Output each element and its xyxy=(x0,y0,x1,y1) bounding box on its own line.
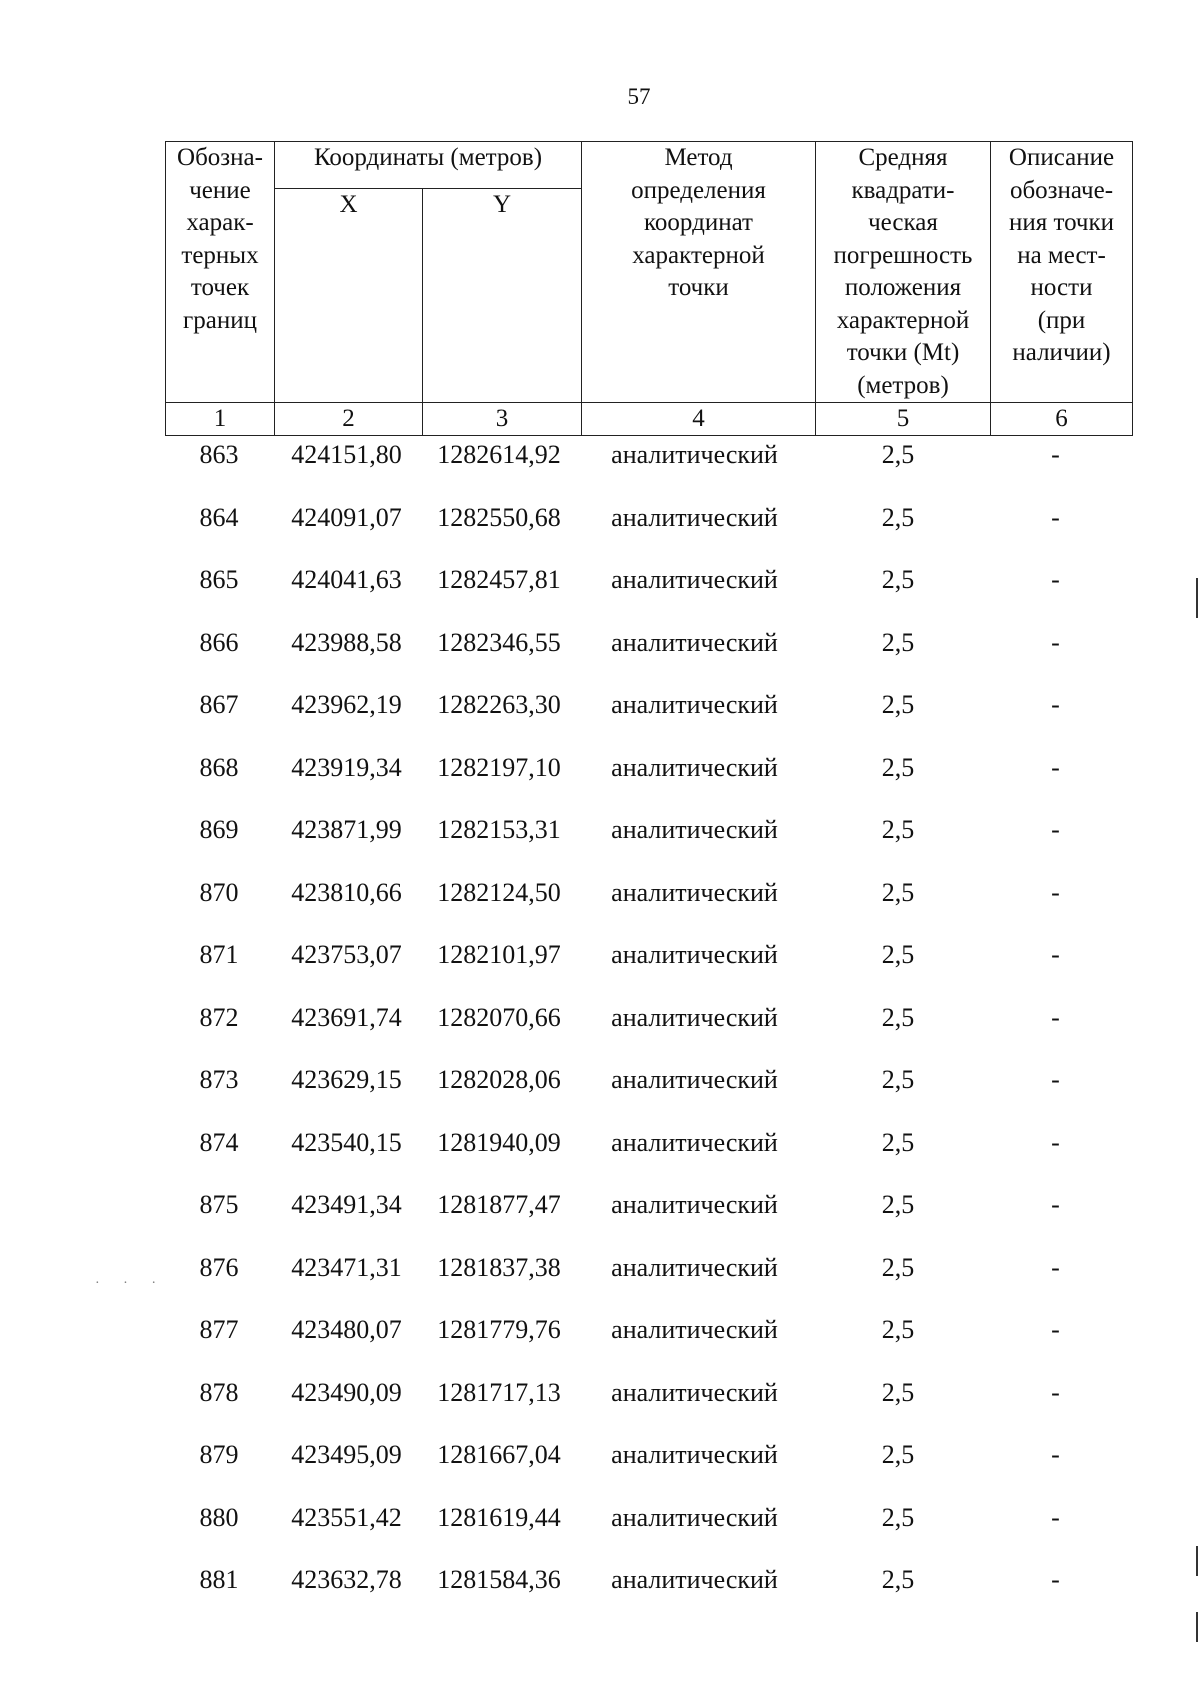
table-row xyxy=(165,940,1126,1003)
table-row xyxy=(165,1440,1126,1503)
table-row xyxy=(165,815,1126,878)
table-row xyxy=(165,1253,1126,1316)
row-x-coordinate: 423629,15 xyxy=(291,1065,402,1094)
coordinates-table-header xyxy=(165,141,1133,436)
row-mean-square-error: 2,5 xyxy=(881,690,915,719)
row-y-coordinate: 1281584,36 xyxy=(437,1565,561,1594)
row-method: аналитический xyxy=(611,1502,778,1532)
row-x-coordinate: 423491,34 xyxy=(291,1190,402,1219)
row-description: - xyxy=(1051,752,1060,782)
row-y-coordinate: 1282614,92 xyxy=(437,440,561,469)
row-point-number: 878 xyxy=(199,1377,239,1407)
row-description: - xyxy=(1051,1002,1060,1032)
row-mean-square-error: 2,5 xyxy=(881,627,915,657)
row-mean-square-error: 2,5 xyxy=(881,1502,915,1532)
row-x-coordinate: 423810,66 xyxy=(291,877,402,907)
row-x-coordinate: 423919,34 xyxy=(291,752,402,782)
row-point-number: 873 xyxy=(199,1065,239,1094)
row-method: аналитический xyxy=(611,690,778,719)
row-point-number: 864 xyxy=(199,502,239,532)
row-y-coordinate: 1281717,13 xyxy=(437,1377,561,1407)
row-method: аналитический xyxy=(611,1065,778,1094)
row-point-number: 875 xyxy=(199,1190,239,1219)
row-mean-square-error: 2,5 xyxy=(881,502,915,532)
row-description: - xyxy=(1051,815,1060,844)
row-x-coordinate: 423871,99 xyxy=(291,815,402,844)
row-y-coordinate: 1281940,09 xyxy=(437,1127,561,1157)
table-row xyxy=(165,503,1126,566)
row-y-coordinate: 1281877,47 xyxy=(437,1190,561,1219)
row-y-coordinate: 1282101,97 xyxy=(437,940,561,969)
row-description: - xyxy=(1051,690,1060,719)
row-method: аналитический xyxy=(611,502,778,532)
row-method: аналитический xyxy=(611,440,778,469)
table-row xyxy=(165,1003,1126,1066)
scan-edge-mark xyxy=(1196,1612,1198,1642)
row-mean-square-error: 2,5 xyxy=(881,1315,915,1344)
row-mean-square-error: 2,5 xyxy=(881,1127,915,1157)
table-row xyxy=(165,1378,1126,1441)
row-y-coordinate: 1282124,50 xyxy=(437,877,561,907)
row-point-number: 880 xyxy=(199,1502,239,1532)
row-y-coordinate: 1282550,68 xyxy=(437,502,561,532)
row-x-coordinate: 423691,74 xyxy=(291,1002,402,1032)
row-x-coordinate: 423480,07 xyxy=(291,1315,402,1344)
table-row xyxy=(165,1128,1126,1191)
row-x-coordinate: 424091,07 xyxy=(291,502,402,532)
row-x-coordinate: 423962,19 xyxy=(291,690,402,719)
scan-edge-mark xyxy=(1196,578,1198,618)
row-x-coordinate: 423471,31 xyxy=(291,1252,402,1282)
row-point-number: 870 xyxy=(199,877,239,907)
row-point-number: 868 xyxy=(199,752,239,782)
row-point-number: 867 xyxy=(199,690,239,719)
row-method: аналитический xyxy=(611,1252,778,1282)
table-row xyxy=(165,440,1126,503)
table-row xyxy=(165,690,1126,753)
row-y-coordinate: 1282263,30 xyxy=(437,690,561,719)
row-method: аналитический xyxy=(611,1190,778,1219)
row-point-number: 865 xyxy=(199,565,239,594)
row-description: - xyxy=(1051,502,1060,532)
row-method: аналитический xyxy=(611,1315,778,1344)
table-row xyxy=(165,1565,1126,1628)
row-mean-square-error: 2,5 xyxy=(881,1377,915,1407)
row-x-coordinate: 423632,78 xyxy=(291,1565,402,1594)
header-column-numbers xyxy=(166,403,1133,436)
row-mean-square-error: 2,5 xyxy=(881,752,915,782)
row-mean-square-error: 2,5 xyxy=(881,1065,915,1094)
row-x-coordinate: 424151,80 xyxy=(291,440,402,469)
table-row xyxy=(165,565,1126,628)
row-y-coordinate: 1282457,81 xyxy=(437,565,561,594)
row-point-number: 877 xyxy=(199,1315,239,1344)
row-x-coordinate: 424041,63 xyxy=(291,565,402,594)
row-method: аналитический xyxy=(611,627,778,657)
row-mean-square-error: 2,5 xyxy=(881,877,915,907)
row-description: - xyxy=(1051,1252,1060,1282)
row-mean-square-error: 2,5 xyxy=(881,815,915,844)
row-description: - xyxy=(1051,1065,1060,1094)
row-description: - xyxy=(1051,1377,1060,1407)
row-method: аналитический xyxy=(611,815,778,844)
table-row xyxy=(165,753,1126,816)
header-mean-square-error-text: Средняя квадрати- ческая погрешность положения характерной точки (Mt) (метров) xyxy=(833,144,973,399)
column-number-1: 1 xyxy=(166,403,275,436)
row-method: аналитический xyxy=(611,752,778,782)
row-y-coordinate: 1281619,44 xyxy=(437,1502,561,1532)
column-number-2: 2 xyxy=(275,403,423,436)
row-x-coordinate: 423540,15 xyxy=(291,1127,402,1157)
header-y: Y xyxy=(423,189,582,403)
header-method-text: Метод определения координат характерной точки xyxy=(631,144,766,301)
row-y-coordinate: 1282153,31 xyxy=(437,815,561,844)
row-description: - xyxy=(1051,877,1060,907)
row-method: аналитический xyxy=(611,877,778,907)
row-method: аналитический xyxy=(611,1440,778,1469)
row-method: аналитический xyxy=(611,565,778,594)
header-point-description xyxy=(991,142,1133,403)
row-point-number: 866 xyxy=(199,627,239,657)
row-y-coordinate: 1281837,38 xyxy=(437,1252,561,1282)
table-row xyxy=(165,1315,1126,1378)
row-mean-square-error: 2,5 xyxy=(881,1190,915,1219)
row-y-coordinate: 1282346,55 xyxy=(437,627,561,657)
row-y-coordinate: 1282197,10 xyxy=(437,752,561,782)
row-description: - xyxy=(1051,1440,1060,1469)
column-number-6: 6 xyxy=(991,403,1133,436)
header-point-description-text: Описание обозначе- ния точки на мест- ности (при наличии) xyxy=(1008,144,1115,366)
row-description: - xyxy=(1051,940,1060,969)
column-number-4: 4 xyxy=(582,403,816,436)
table-row xyxy=(165,628,1126,691)
row-method: аналитический xyxy=(611,1377,778,1407)
row-point-number: 881 xyxy=(199,1565,239,1594)
row-description: - xyxy=(1051,1190,1060,1219)
row-mean-square-error: 2,5 xyxy=(881,565,915,594)
row-mean-square-error: 2,5 xyxy=(881,1252,915,1282)
row-method: аналитический xyxy=(611,1002,778,1032)
page-number: 57 xyxy=(627,84,651,109)
row-x-coordinate: 423495,09 xyxy=(291,1440,402,1469)
row-description: - xyxy=(1051,440,1060,469)
row-method: аналитический xyxy=(611,1565,778,1594)
column-number-5: 5 xyxy=(816,403,991,436)
row-x-coordinate: 423490,09 xyxy=(291,1377,402,1407)
row-point-number: 876 xyxy=(199,1252,239,1282)
row-description: - xyxy=(1051,1565,1060,1594)
row-x-coordinate: 423551,42 xyxy=(291,1502,402,1532)
header-method xyxy=(582,142,816,403)
row-description: - xyxy=(1051,1502,1060,1532)
row-point-number: 869 xyxy=(199,815,239,844)
row-point-number: 872 xyxy=(199,1002,239,1032)
header-mean-square-error xyxy=(816,142,991,403)
coordinates-table-body xyxy=(165,440,1126,1628)
row-description: - xyxy=(1051,1127,1060,1157)
row-y-coordinate: 1281667,04 xyxy=(437,1440,561,1469)
table-row xyxy=(165,1065,1126,1128)
scan-edge-mark xyxy=(1196,1546,1198,1576)
row-point-number: 871 xyxy=(199,940,239,969)
table-row xyxy=(165,1503,1126,1566)
row-point-number: 863 xyxy=(199,440,239,469)
header-x: X xyxy=(275,189,423,403)
row-description: - xyxy=(1051,1315,1060,1344)
row-point-number: 879 xyxy=(199,1440,239,1469)
row-y-coordinate: 1282070,66 xyxy=(437,1002,561,1032)
row-mean-square-error: 2,5 xyxy=(881,940,915,969)
row-mean-square-error: 2,5 xyxy=(881,440,915,469)
row-mean-square-error: 2,5 xyxy=(881,1002,915,1032)
row-y-coordinate: 1282028,06 xyxy=(437,1065,561,1094)
table-row xyxy=(165,1190,1126,1253)
row-x-coordinate: 423988,58 xyxy=(291,627,402,657)
row-method: аналитический xyxy=(611,940,778,969)
row-y-coordinate: 1281779,76 xyxy=(437,1315,561,1344)
header-row-top xyxy=(166,142,1133,189)
header-coordinates-group: Координаты (метров) xyxy=(275,142,582,189)
row-mean-square-error: 2,5 xyxy=(881,1565,915,1594)
row-method: аналитический xyxy=(611,1127,778,1157)
column-number-3: 3 xyxy=(423,403,582,436)
row-mean-square-error: 2,5 xyxy=(881,1440,915,1469)
row-description: - xyxy=(1051,565,1060,594)
row-point-number: 874 xyxy=(199,1127,239,1157)
row-description: - xyxy=(1051,627,1060,657)
row-x-coordinate: 423753,07 xyxy=(291,940,402,969)
table-row xyxy=(165,878,1126,941)
header-point-designation xyxy=(166,142,275,403)
scan-noise-dots: · · · xyxy=(95,1276,166,1291)
header-point-designation-text: Обозна- чение харак- терных точек границ xyxy=(177,144,263,334)
